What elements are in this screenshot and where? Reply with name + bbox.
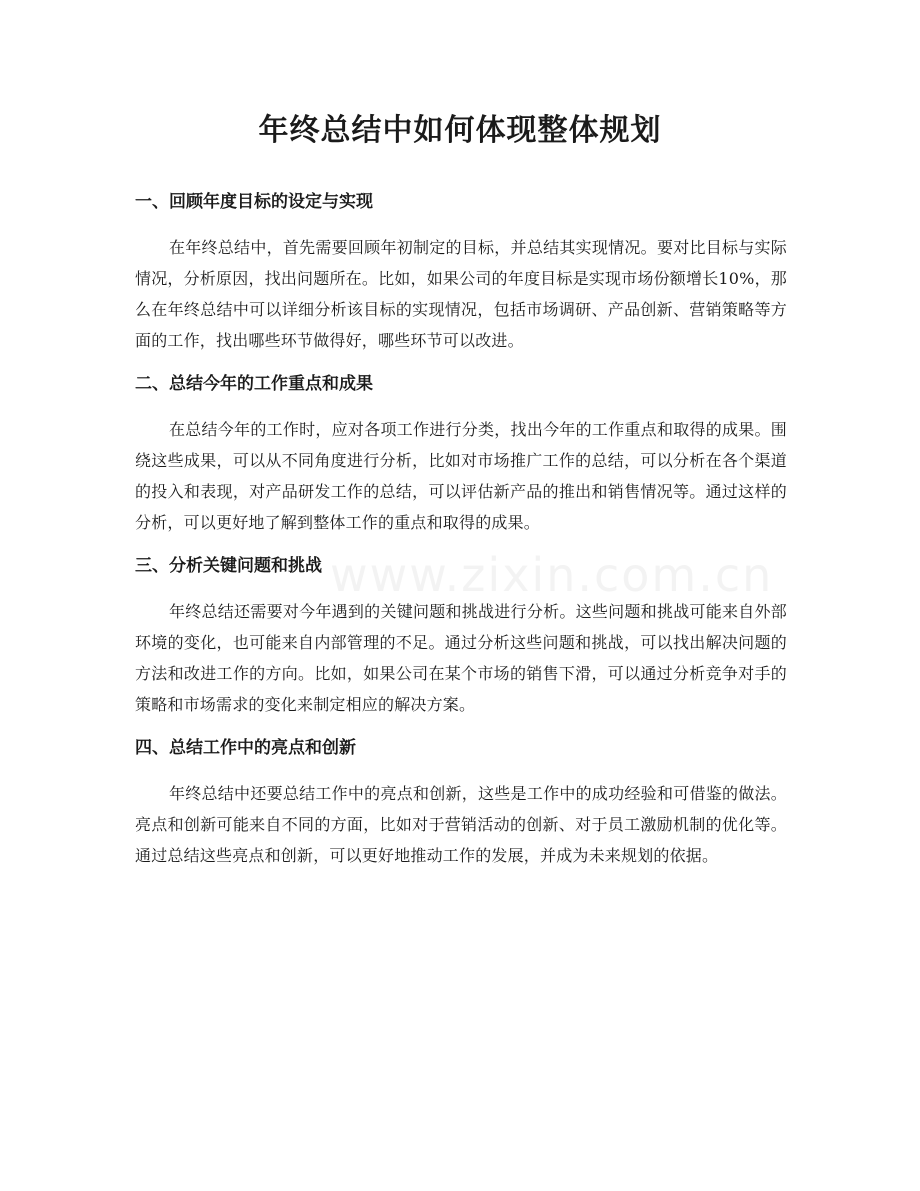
section-heading: 三、分析关键问题和挑战 xyxy=(135,556,322,576)
section-paragraph: 在总结今年的工作时，应对各项工作进行分类，找出今年的工作重点和取得的成果。围绕这些成果，可以从不同角度进行分析，比如对市场推广工作的总结，可以分析在各个渠道的投入和表现，对产品研发工作的总结，可以评估新产品的推出和销售情况等。通过这样的分析，可以更好地了解到整体工作的重点和取得的成果。 xyxy=(135,420,787,532)
section-heading: 一、回顾年度目标的设定与实现 xyxy=(135,192,373,212)
section-goal-review xyxy=(135,186,787,356)
section-paragraph: 年终总结中还要总结工作中的亮点和创新，这些是工作中的成功经验和可借鉴的做法。亮点和创新可能来自不同的方面，比如对于营销活动的创新、对于员工激励机制的优化等。通过总结这些亮点和创新，可以更好地推动工作的发展，并成为未来规划的依据。 xyxy=(135,784,787,865)
section-key-problems xyxy=(135,550,787,720)
document-content xyxy=(135,186,787,883)
document-title: 年终总结中如何体现整体规划 xyxy=(258,113,662,148)
section-heading: 四、总结工作中的亮点和创新 xyxy=(135,738,356,758)
section-paragraph: 年终总结还需要对今年遇到的关键问题和挑战进行分析。这些问题和挑战可能来自外部环境的变化，也可能来自内部管理的不足。通过分析这些问题和挑战，可以找出解决问题的方法和改进工作的方向。比如，如果公司在某个市场的销售下滑，可以通过分析竞争对手的策略和市场需求的变化来制定相应的解决方案。 xyxy=(135,602,787,714)
watermark-text: www.zixin.com.cn xyxy=(330,548,774,602)
section-highlights xyxy=(135,732,787,871)
section-paragraph: 在年终总结中，首先需要回顾年初制定的目标，并总结其实现情况。要对比目标与实际情况，分析原因，找出问题所在。比如，如果公司的年度目标是实现市场份额增长10%，那么在年终总结中可以详细分析该目标的实现情况，包括市场调研、产品创新、营销策略等方面的工作，找出哪些环节做得好，哪些环节可以改进。 xyxy=(135,238,787,350)
section-work-results xyxy=(135,368,787,538)
section-heading: 二、总结今年的工作重点和成果 xyxy=(135,374,373,394)
